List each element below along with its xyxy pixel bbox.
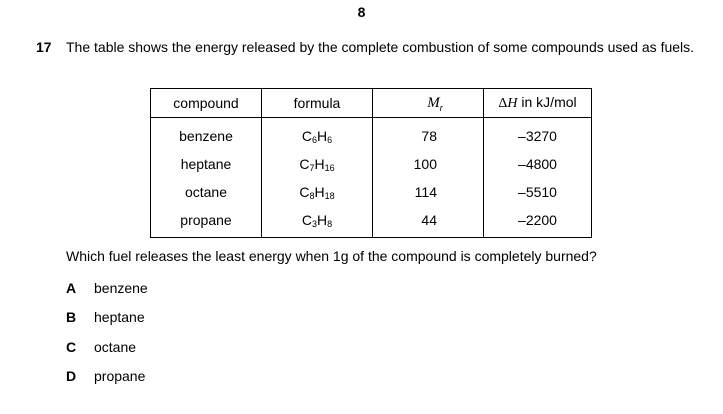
mr-cell: 114: [373, 178, 484, 206]
option-letter: B: [66, 309, 77, 325]
option-b[interactable]: [66, 309, 145, 325]
option-text: heptane: [94, 309, 145, 325]
table-row: [151, 150, 592, 178]
option-text: propane: [94, 368, 146, 384]
option-text: octane: [94, 339, 137, 355]
mr-cell: 100: [373, 150, 484, 178]
option-letter: D: [66, 368, 77, 384]
header-compound: compound: [151, 89, 262, 118]
enthalpy-cell: –3270: [484, 118, 592, 151]
formula-cell: $C_7H_{16}$: [262, 150, 373, 178]
option-letter: C: [66, 339, 77, 355]
formula-cell: $C_3H_8$: [262, 206, 373, 238]
formula-cell: $C_8H_{18}$: [262, 178, 373, 206]
formula-cell: $C_6H_6$: [262, 118, 373, 151]
compound-cell: heptane: [151, 150, 262, 178]
option-a[interactable]: [66, 280, 148, 296]
header-mr: [373, 89, 484, 118]
option-letter: A: [66, 280, 77, 296]
option-text: benzene: [94, 280, 148, 296]
mr-symbol: M: [427, 94, 440, 111]
mr-cell: 78: [373, 118, 484, 151]
header-enthalpy: [484, 89, 592, 118]
option-d[interactable]: [66, 368, 145, 384]
table-row: [151, 118, 592, 151]
compound-cell: octane: [151, 178, 262, 206]
compound-cell: propane: [151, 206, 262, 238]
energy-table: [150, 88, 592, 238]
page-number: 8: [357, 4, 366, 20]
question-number: 17: [36, 39, 52, 55]
table-row: [151, 206, 592, 238]
enthalpy-cell: –5510: [484, 178, 592, 206]
table-row: [151, 178, 592, 206]
question-prompt: Which fuel releases the least energy when 1g of the compound is completely burned?: [66, 248, 597, 264]
option-c[interactable]: [66, 339, 136, 355]
question-stem: The table shows the energy released by the complete combustion of some compounds used as fuels.: [66, 39, 695, 55]
enthalpy-cell: –4800: [484, 150, 592, 178]
enthalpy-variable: H: [507, 96, 518, 111]
enthalpy-cell: –2200: [484, 206, 592, 238]
mr-subscript: r: [439, 102, 443, 113]
header-formula: formula: [262, 89, 373, 118]
delta-symbol: Δ: [498, 96, 508, 111]
enthalpy-unit: in kJ/mol: [517, 94, 577, 110]
table-header-row: [151, 89, 592, 118]
compound-cell: benzene: [151, 118, 262, 151]
mr-cell: 44: [373, 206, 484, 238]
